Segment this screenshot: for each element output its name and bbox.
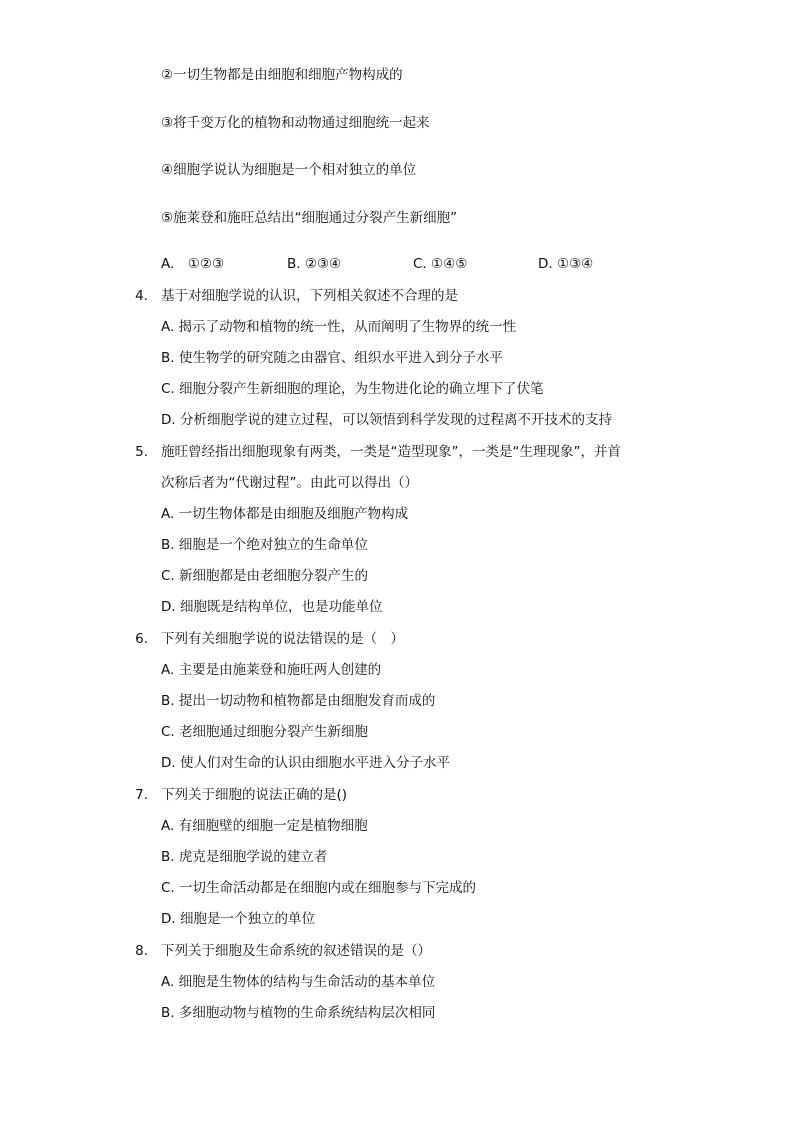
q8-option-b: B. 多细胞动物与植物的生命系统结构层次相同 xyxy=(161,1005,436,1021)
statement-2: ②一切生物都是由细胞和细胞产物构成的 xyxy=(161,67,403,83)
q8-option-a: A. 细胞是生物体的结构与生命活动的基本单位 xyxy=(161,974,436,990)
q7-option-c: C. 一切生命活动都是在细胞内或在细胞参与下完成的 xyxy=(161,880,477,896)
question-5-stem-line-2: 次称后者为“代谢过程”。由此可以得出（） xyxy=(161,475,418,491)
q6-option-a: A. 主要是由施莱登和施旺两人创建的 xyxy=(161,662,382,678)
question-number-8: 8. xyxy=(135,943,148,959)
q4-option-a: A. 揭示了动物和植物的统一性，从而阐明了生物界的统一性 xyxy=(161,319,517,335)
q3-option-b: B. ②③④ xyxy=(287,256,342,272)
question-5-stem-line-1: 施旺曾经指出细胞现象有两类，一类是“造型现象”，一类是“生理现象”，并首 xyxy=(161,444,621,460)
q7-option-d: D. 细胞是一个独立的单位 xyxy=(161,911,315,927)
question-number-7: 7. xyxy=(135,787,148,803)
question-8-stem: 下列关于细胞及生命系统的叙述错误的是（） xyxy=(161,943,431,959)
statement-4: ④细胞学说认为细胞是一个相对独立的单位 xyxy=(161,162,417,178)
q3-option-d: D. ①③④ xyxy=(538,256,594,272)
statement-5: ⑤施莱登和施旺总结出“细胞通过分裂产生新细胞” xyxy=(161,210,458,226)
q5-option-d: D. 细胞既是结构单位，也是功能单位 xyxy=(161,599,383,615)
question-number-4: 4. xyxy=(135,288,148,304)
q3-option-c: C. ①④⑤ xyxy=(413,256,468,272)
q5-option-a: A. 一切生物体都是由细胞及细胞产物构成 xyxy=(161,506,409,522)
question-6-stem: 下列有关细胞学说的说法错误的是（ ） xyxy=(161,631,404,647)
question-7-stem: 下列关于细胞的说法正确的是() xyxy=(161,787,348,803)
statement-3: ③将千变万化的植物和动物通过细胞统一起来 xyxy=(161,115,430,131)
q7-option-a: A. 有细胞壁的细胞一定是植物细胞 xyxy=(161,818,368,834)
q5-option-c: C. 新细胞都是由老细胞分裂产生的 xyxy=(161,568,369,584)
q6-option-b: B. 提出一切动物和植物都是由细胞发育而成的 xyxy=(161,693,436,709)
q5-option-b: B. 细胞是一个绝对独立的生命单位 xyxy=(161,537,368,553)
q6-option-d: D. 使人们对生命的认识由细胞水平进入分子水平 xyxy=(161,755,450,771)
q4-option-b: B. 使生物学的研究随之由器官、组织水平进入到分子水平 xyxy=(161,350,503,366)
q4-option-d: D. 分析细胞学说的建立过程，可以领悟到科学发现的过程离不开技术的支持 xyxy=(161,412,612,428)
q3-option-a: A. ①②③ xyxy=(161,256,225,272)
q4-option-c: C. 细胞分裂产生新细胞的理论，为生物进化论的确立埋下了伏笔 xyxy=(161,381,544,397)
q6-option-c: C. 老细胞通过细胞分裂产生新细胞 xyxy=(161,724,369,740)
question-number-6: 6. xyxy=(135,631,148,647)
question-4-stem: 基于对细胞学说的认识，下列相关叙述不合理的是 xyxy=(161,288,458,304)
q7-option-b: B. 虎克是细胞学说的建立者 xyxy=(161,849,328,865)
question-number-5: 5. xyxy=(135,444,148,460)
